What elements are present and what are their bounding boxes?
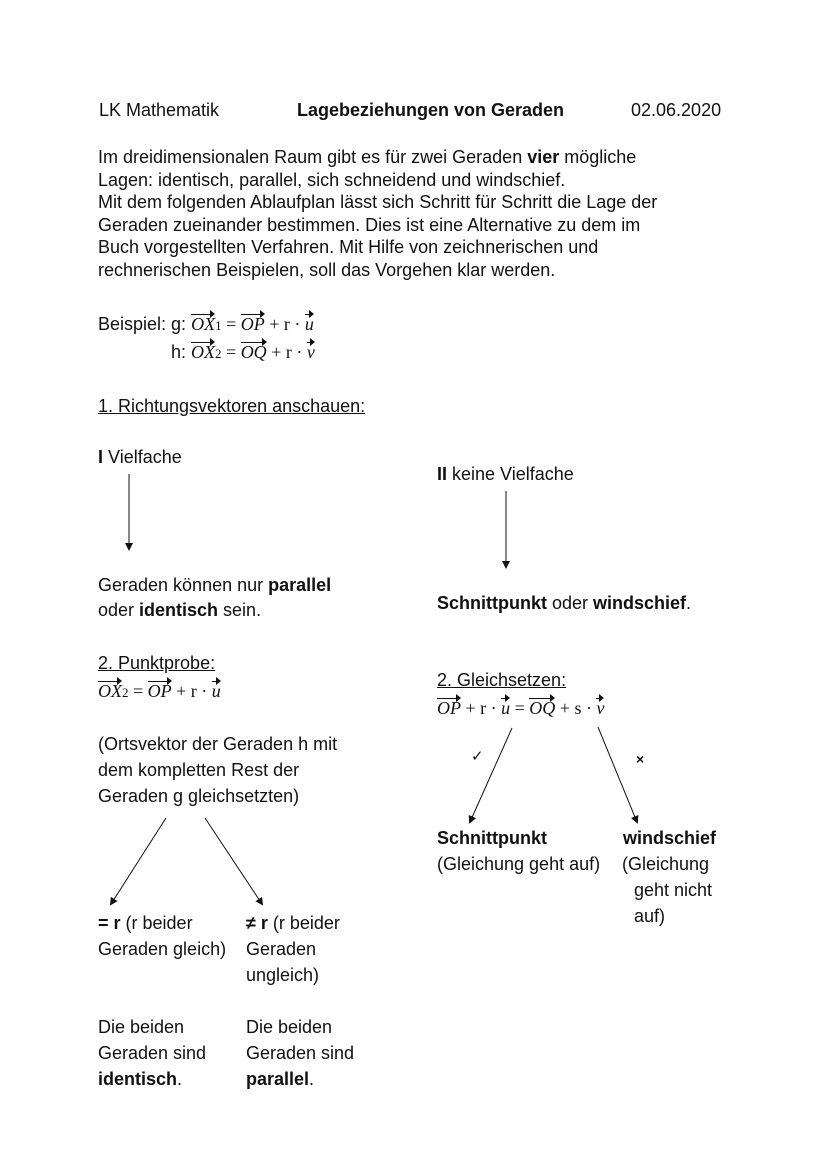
- point-test-note-line3: Geraden g gleichsetzten): [98, 786, 300, 806]
- result-parallel-identical-line1: Geraden können nur parallel: [98, 575, 332, 595]
- cross-mark-icon: ×: [636, 751, 645, 767]
- result-intersection-note: (Gleichung geht auf): [437, 854, 601, 874]
- result-skew-note-line1: (Gleichung: [622, 854, 710, 874]
- result-skew-title: windschief: [623, 828, 717, 848]
- step2-point-test-heading: 2. Punktprobe:: [98, 653, 216, 673]
- step1-heading: 1. Richtungsvektoren anschauen:: [98, 396, 366, 416]
- case-unequal-r-line3: ungleich): [246, 965, 320, 985]
- check-mark-icon: ✓: [471, 748, 484, 765]
- case-no-multiples: II keine Vielfache: [437, 464, 574, 484]
- case-equal-r-line1: = r (r beider: [98, 913, 193, 933]
- result-parallel-line2: Geraden sind: [246, 1043, 355, 1063]
- arrow-to-unequal-r: [205, 818, 262, 904]
- result-identical-line2: Geraden sind: [98, 1043, 207, 1063]
- example-equation-g: Beispiel: g: OX1 = OP + r · u: [98, 314, 314, 334]
- arrow-to-intersection: [470, 728, 512, 822]
- arrow-to-skew: [598, 727, 637, 822]
- equate-equation: OP + r · u = OQ + s · v: [437, 698, 605, 718]
- intro-line-4: Geraden zueinander bestimmen. Dies ist eine Alternative zu dem im: [98, 214, 641, 235]
- case-equal-r-line2: Geraden gleich): [98, 939, 227, 959]
- document-date: 02.06.2020: [631, 100, 722, 120]
- intro-line-5: Buch vorgestellten Verfahren. Mit Hilfe von zeichnerischen und: [98, 237, 599, 257]
- point-test-equation: OX2 = OP + r · u: [98, 681, 221, 701]
- point-test-note-line2: dem kompletten Rest der: [98, 760, 300, 780]
- result-parallel-identical-line2: oder identisch sein.: [98, 600, 262, 620]
- result-identical-line1: Die beiden: [98, 1017, 185, 1037]
- result-parallel-line1: Die beiden: [246, 1017, 333, 1037]
- intro-line-6: rechnerischen Beispielen, soll das Vorgehen klar werden.: [98, 259, 556, 280]
- step2-equate-heading: 2. Gleichsetzen:: [437, 670, 567, 690]
- result-identical-line3: identisch.: [98, 1069, 183, 1089]
- page-title: Lagebeziehungen von Geraden: [297, 100, 565, 120]
- result-skew-note-line3: auf): [634, 906, 666, 926]
- intro-line-1: Im dreidimensionalen Raum gibt es für zwei Geraden vier mögliche: [98, 147, 637, 167]
- result-skew-note-line2: geht nicht: [634, 880, 713, 900]
- result-parallel-line3: parallel.: [246, 1069, 315, 1089]
- example-equation-h: h: OX2 = OQ + r · v: [171, 342, 315, 362]
- case-unequal-r-line1: ≠ r (r beider: [246, 913, 340, 933]
- case-unequal-r-line2: Geraden: [246, 939, 317, 959]
- intro-line-2: Lagen: identisch, parallel, sich schneidend und windschief.: [98, 169, 566, 190]
- result-intersect-or-skew: Schnittpunkt oder windschief.: [437, 593, 692, 613]
- arrow-to-equal-r: [111, 818, 166, 904]
- point-test-note-line1: (Ortsvektor der Geraden h mit: [98, 734, 338, 754]
- case-multiples: I Vielfache: [98, 447, 182, 467]
- result-intersection-title: Schnittpunkt: [437, 828, 547, 848]
- course-name: LK Mathematik: [99, 100, 220, 120]
- intro-line-3: Mit dem folgenden Ablaufplan lässt sich Schritt für Schritt die Lage der: [98, 192, 658, 212]
